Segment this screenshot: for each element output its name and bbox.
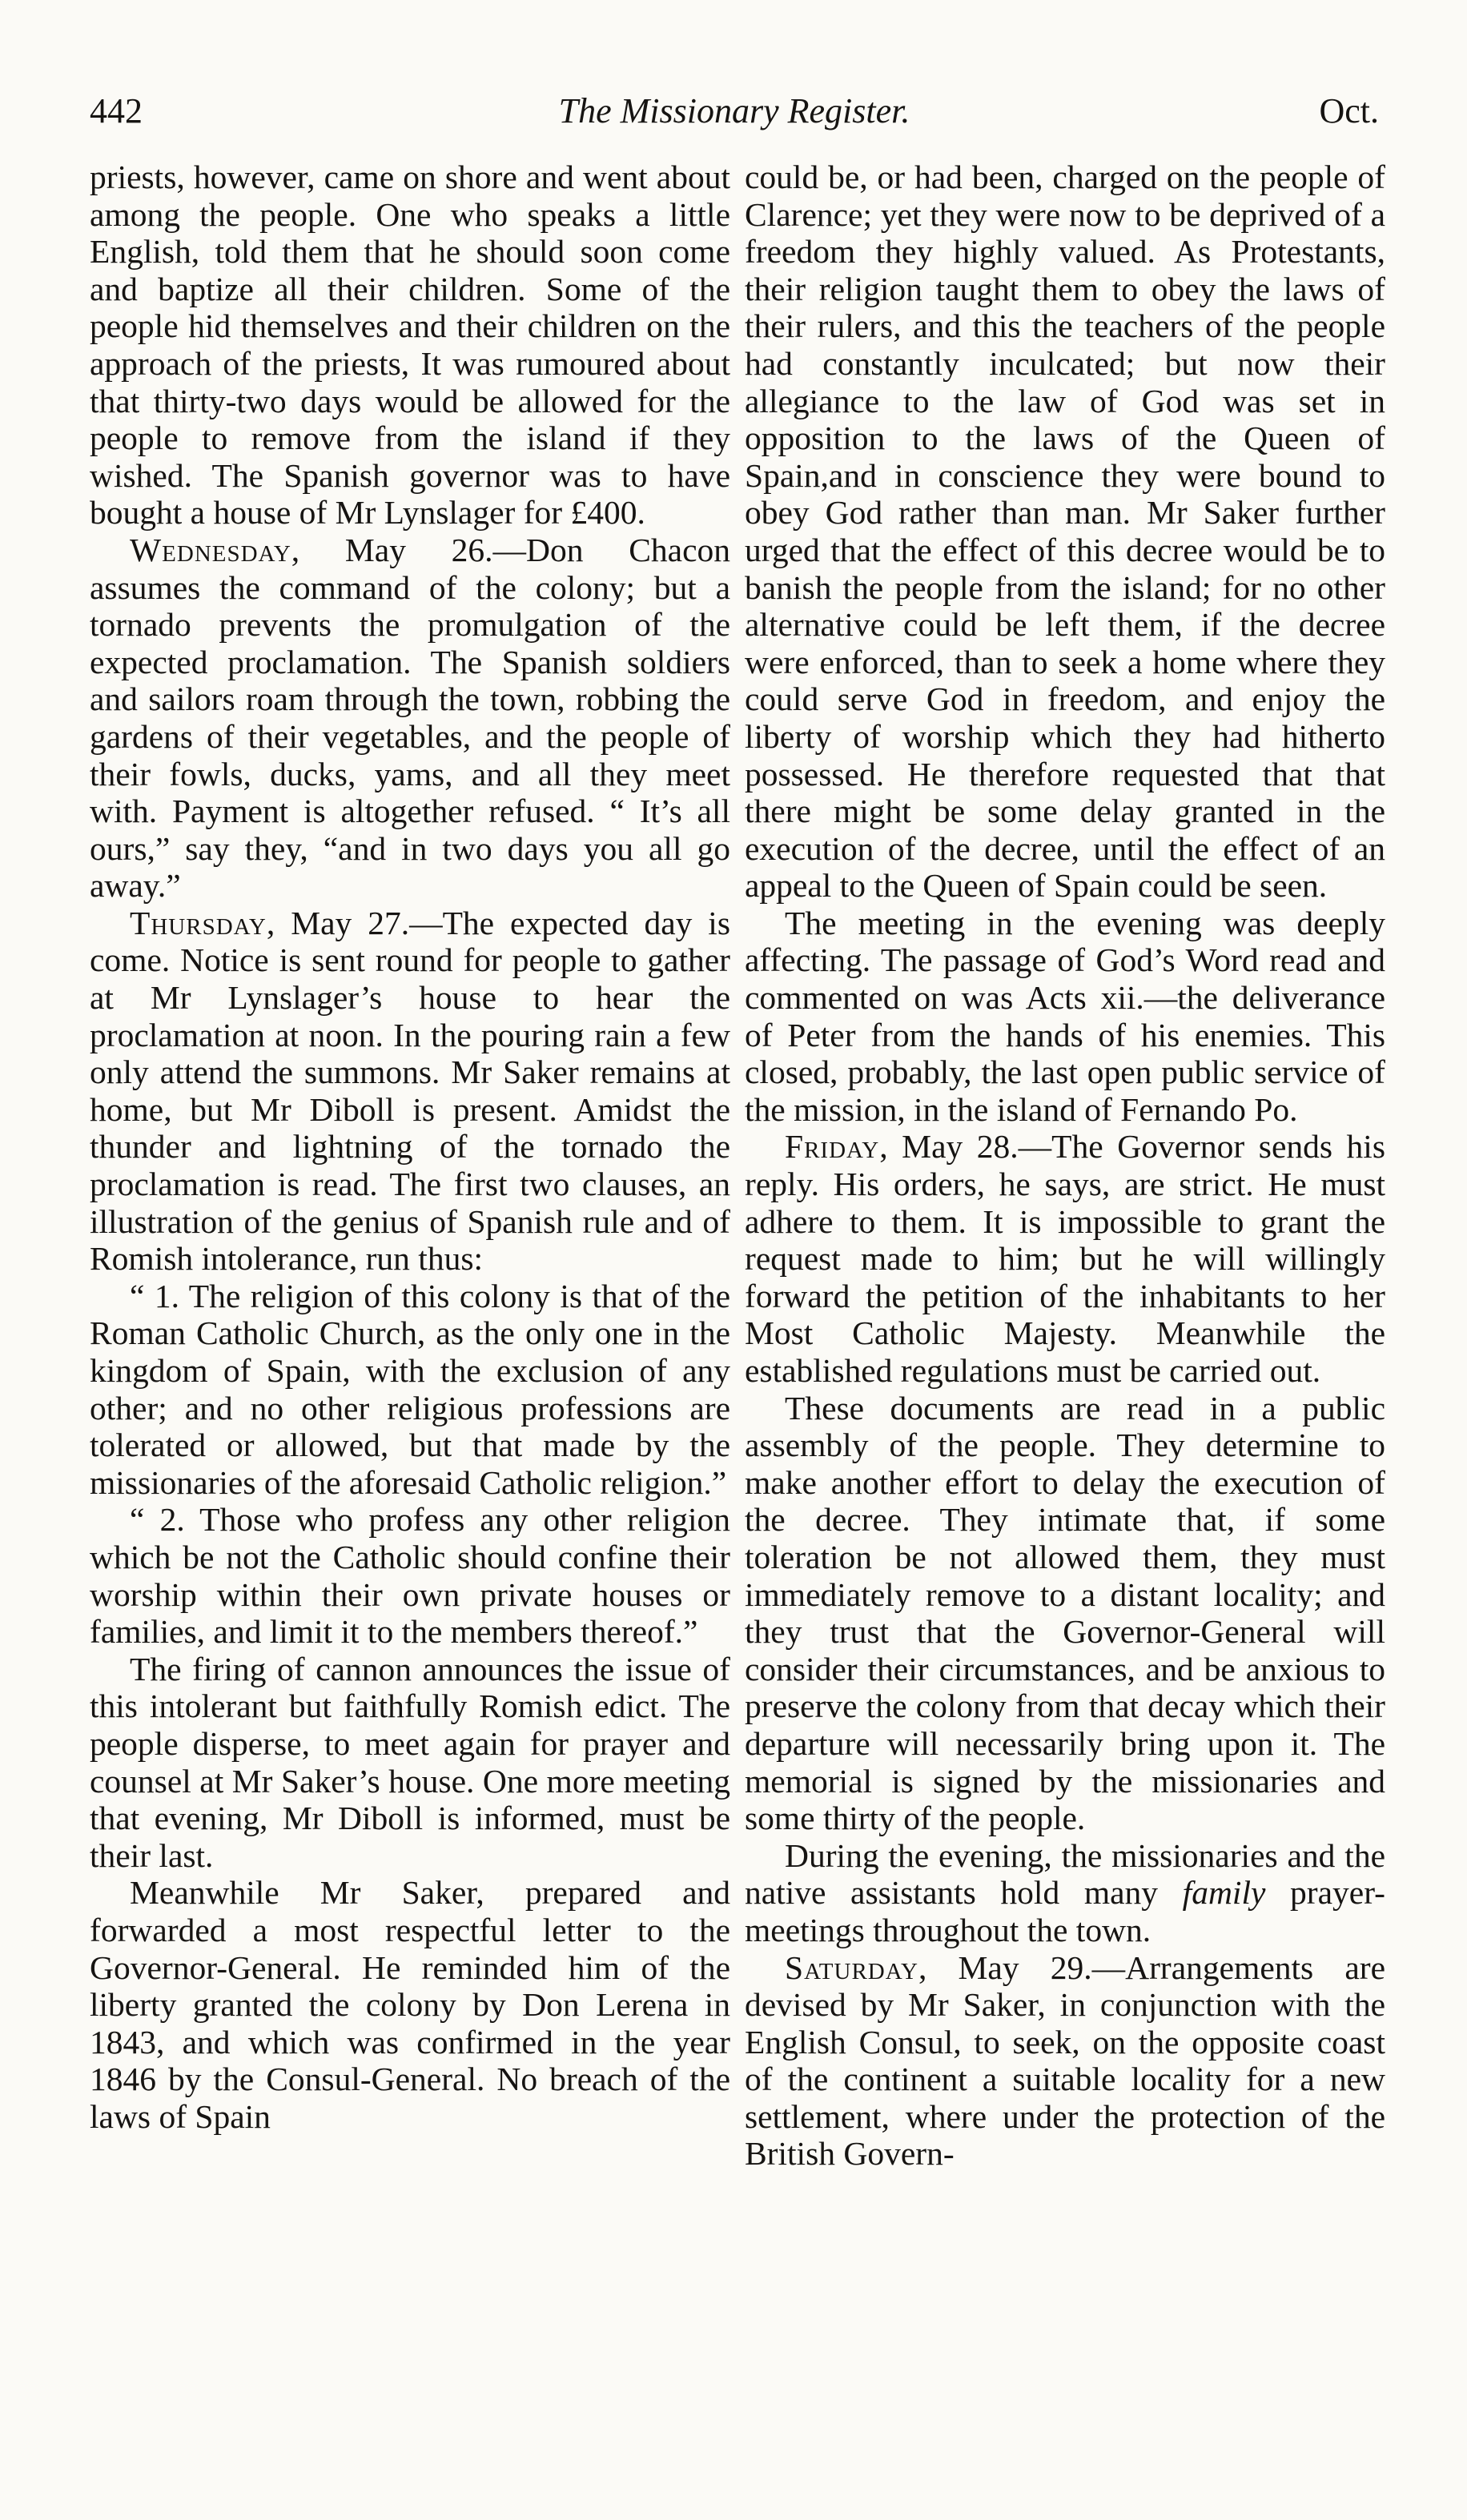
- paragraph: Friday, May 28.—The Governor sends his reply. His orders, he says, are strict. He must adhere to them. It is impossible to grant the request made to him; but he will willingly forward the petition of the inhabitants to her Most Catholic Majesty. Meanwhile the established regulations must be carried out.: [745, 1128, 1385, 1389]
- page-number: 442: [90, 91, 143, 130]
- paragraph: During the evening, the missionaries and the native assistants hold many family prayer-meetings throughout the town.: [745, 1836, 1385, 1948]
- paragraph: Wednesday, May 26.—Don Chacon assumes the command of the colony; but a tornado prevents the promulgation of the expected proclamation. The Spanish soldiers and sailors roam through the town, robbing the gardens of their vegetables, and the people of their fowls, ducks, yams, and all they meet with. Payment is altogether refused. “ It’s all ours,” say they, “and in two days you all go away.”: [90, 531, 730, 905]
- issue-month: Oct.: [1319, 91, 1379, 130]
- quoted-clause: “ 2. Those who profess any other religion which be not the Catholic should confine their worship within their own private houses or families, and limit it to the members thereof.”: [90, 1501, 730, 1651]
- paragraph: The meeting in the evening was deeply affecting. The passage of God’s Word read and commented on was Acts xii.—the deliverance of Peter from the hands of his enemies. This closed, probably, the last open public service of the mission, in the island of Fernando Po.: [745, 904, 1385, 1128]
- day-heading: Thursday: [130, 904, 267, 941]
- paragraph: These documents are read in a public assembly of the people. They determine to make another effort to delay the execution of the decree. They intimate that, if some toleration be not allowed them, they must immediately remove to a distant locality; and they trust that the Governor-General will consider their circumstances, and be anxious to preserve the colony from that decay which their departure will necessarily bring upon it. The memorial is signed by the missionaries and some thirty of the people.: [745, 1389, 1385, 1837]
- journal-title: The Missionary Register.: [558, 91, 910, 130]
- quoted-clause: “ 1. The religion of this colony is that of the Roman Catholic Church, as the only one in the kingdom of Spain, with the exclusion of any other; and no other religious professions are tolerated or allowed, but that made by the missionaries of the aforesaid Catholic religion.”: [90, 1277, 730, 1501]
- paragraph: could be, or had been, charged on the people of Clarence; yet they were now to be deprived of a freedom they highly valued. As Protestants, their religion taught them to obey the laws of their rulers, and this the teachers of the people had constantly inculcated; but now their allegiance to the law of God was set in opposition to the laws of the Queen of Spain,and in conscience they were bound to obey God rather than man. Mr Saker further urged that the effect of this decree would be to banish the people from the island; for no other alternative could be left them, if the decree were enforced, than to seek a home where they could serve God in freedom, and enjoy the liberty of worship which they had hitherto possessed. He therefore requested that that there might be some delay granted in the execution of the decree, until the effect of an appeal to the Queen of Spain could be seen.: [745, 159, 1385, 905]
- paragraph: Saturday, May 29.—Arrangements are devised by Mr Saker, in conjunction with the English Consul, to seek, on the opposite coast of the continent a suitable locality for a new settlement, where under the protection of the British Govern-: [745, 1948, 1385, 2173]
- paragraph: Thursday, May 27.—The expected day is come. Notice is sent round for people to gather at Mr Lynslager’s house to hear the proclamation at noon. In the pouring rain a few only attend the summons. Mr Saker remains at home, but Mr Diboll is present. Amidst the thunder and lightning of the tornado the proclamation is read. The first two clauses, an illustration of the genius of Spanish rule and of Romish intolerance, run thus:: [90, 904, 730, 1278]
- right-column: [745, 159, 1385, 2173]
- paragraph: Meanwhile Mr Saker, prepared and forwarded a most respectful letter to the Governor-General. He reminded him of the liberty granted the colony by Don Lerena in 1843, and which was confirmed in the year 1846 by the Consul-General. No breach of the laws of Spain: [90, 1874, 730, 2135]
- paragraph: The firing of cannon announces the issue of this intolerant but faithfully Romish edict. The people disperse, to meet again for prayer and counsel at Mr Saker’s house. One more meeting that evening, Mr Diboll is informed, must be their last.: [90, 1650, 730, 1874]
- day-heading: Friday: [785, 1128, 880, 1166]
- running-head: [90, 83, 1379, 139]
- day-heading: Wednesday: [130, 531, 291, 568]
- day-heading: Saturday: [785, 1948, 918, 1986]
- emphasis: family: [1182, 1874, 1266, 1912]
- left-column: [90, 159, 730, 2135]
- paragraph: priests, however, came on shore and went about among the people. One who speaks a little English, told them that he should soon come and baptize all their children. Some of the people hid themselves and their children on the approach of the priests, It was rumoured about that thirty-two days would be allowed for the people to remove from the island if they wished. The Spanish governor was to have bought a house of Mr Lynslager for £400.: [90, 159, 730, 532]
